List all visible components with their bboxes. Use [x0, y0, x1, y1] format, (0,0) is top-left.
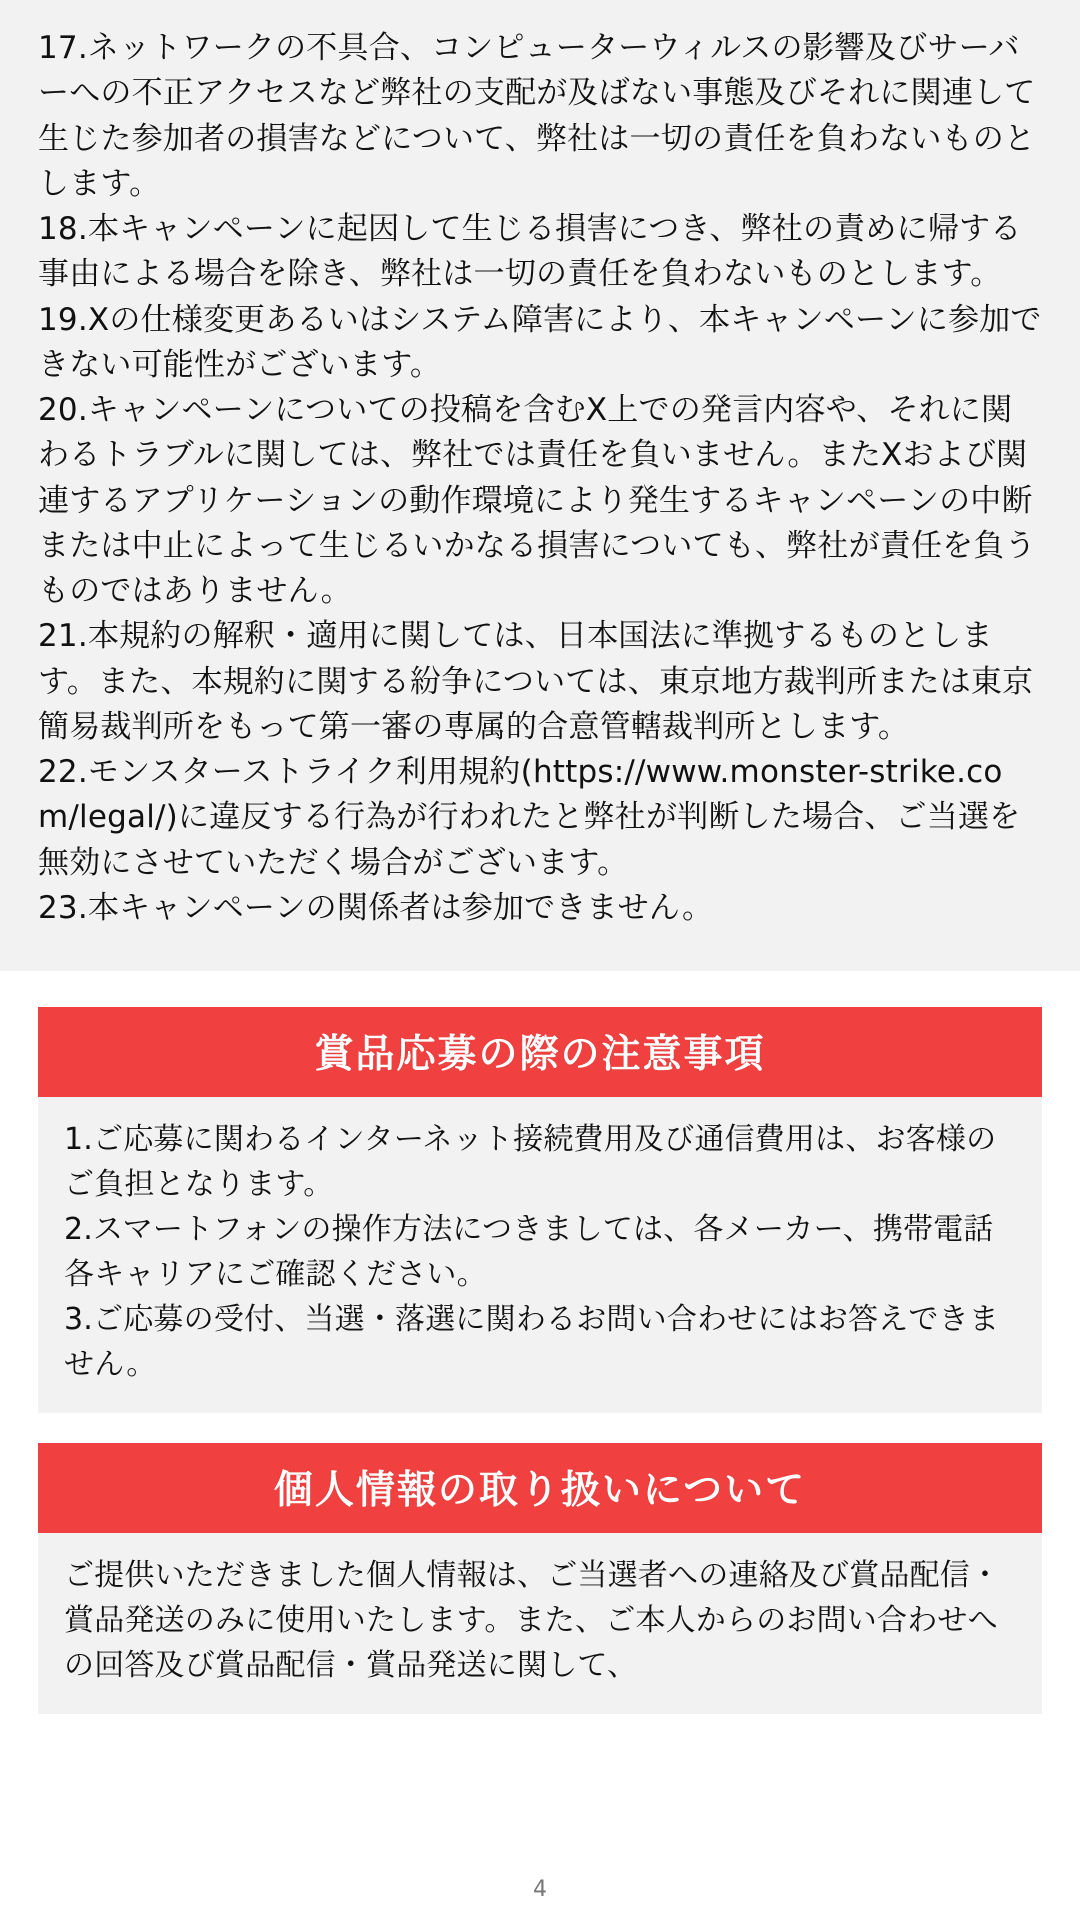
paragraph: ご提供いただきました個人情報は、ご当選者への連絡及び賞品配信・賞品発送のみに使用いたします。また、ご本人からのお問い合わせへの回答及び賞品配信・賞品発送に関して、 [64, 1558, 1001, 1683]
paragraph: 22.モンスターストライク利用規約(https://www.monster-strike.com/legal/)に違反する行為が行われたと弊社が判断した場合、ご当選を無効にさせていただく場合がございます。 [38, 754, 1021, 881]
section-heading-personal-information: 個人情報の取り扱いについて [38, 1443, 1042, 1533]
paragraph: 2.スマートフォンの操作方法につきましては、各メーカー、携帯電話各キャリアにご確認ください。 [64, 1212, 994, 1292]
paragraph: 18.本キャンペーンに起因して生じる損害につき、弊社の責めに帰する事由による場合を除き、弊社は一切の責任を負わないものとします。 [38, 211, 1022, 293]
section-divider [0, 971, 1080, 1007]
section-body-personal-information [38, 1533, 1042, 1714]
section-divider [0, 1413, 1080, 1443]
paragraph: 17.ネットワークの不具合、コンピューターウィルスの影響及びサーバーへの不正アクセスなど弊社の支配が及ばない事態及びそれに関連して生じた参加者の損害などについて、弊社は一切の責任を負わないものとします。 [38, 30, 1036, 202]
paragraph: 19.Xの仕様変更あるいはシステム障害により、本キャンペーンに参加できない可能性がございます。 [38, 301, 1042, 383]
paragraph: 20.キャンペーンについての投稿を含むX上での発言内容や、それに関わるトラブルに関しては、弊社では責任を負いません。またXおよび関連するアプリケーションの動作環境により発生するキャンペーンの中断または中止によって生じるいかなる損害についても、弊社が責任を負うものではありません。 [38, 392, 1036, 609]
section-personal-information [0, 1443, 1080, 1714]
paragraph: 23.本キャンペーンの関係者は参加できません。 [38, 889, 714, 926]
section-body-prize-application-notes [38, 1097, 1042, 1413]
paragraph: 3.ご応募の受付、当選・落選に関わるお問い合わせにはお答えできません。 [64, 1302, 1000, 1382]
section-heading-prize-application-notes: 賞品応募の際の注意事項 [38, 1007, 1042, 1097]
paragraph: 21.本規約の解釈・適用に関しては、日本国法に準拠するものとします。また、本規約に関する紛争については、東京地方裁判所または東京簡易裁判所をもって第一審の専属的合意管轄裁判所とします。 [38, 618, 1034, 745]
section-prize-application-notes [0, 1007, 1080, 1413]
page-spacer [0, 1714, 1080, 1877]
page-number: 4 [0, 1877, 1080, 1920]
paragraph: 1.ご応募に関わるインターネット接続費用及び通信費用は、お客様のご負担となります。 [64, 1122, 997, 1202]
